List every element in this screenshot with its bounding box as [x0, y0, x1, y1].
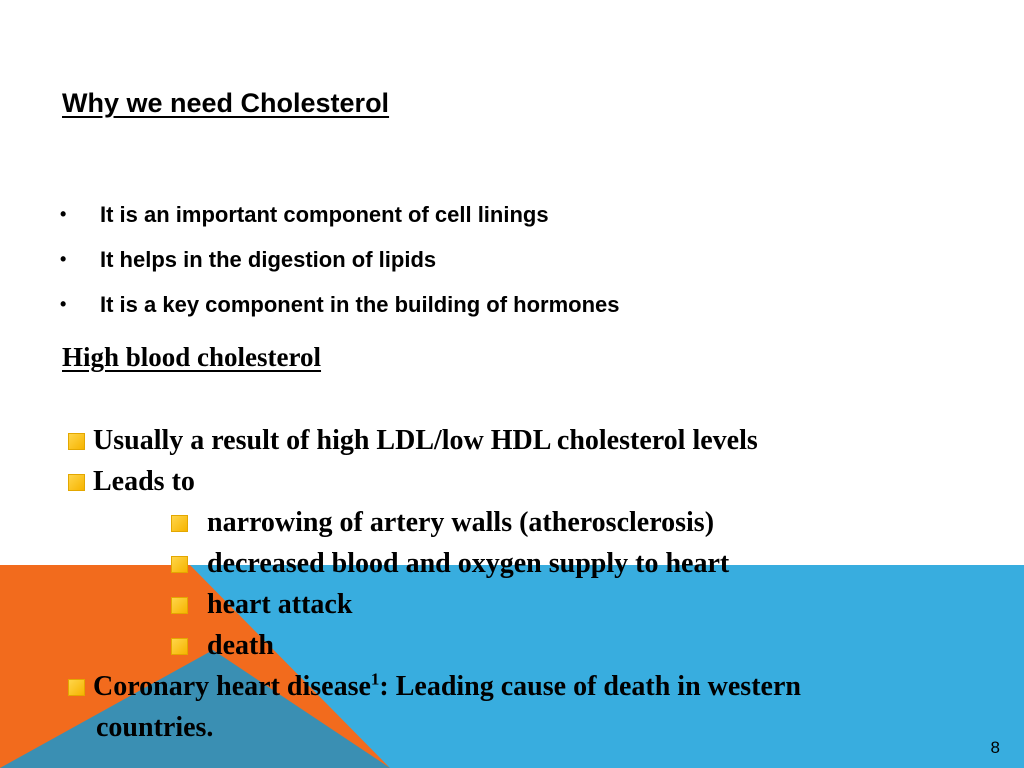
square-bullet-icon [171, 597, 188, 614]
square-bullet-icon [68, 474, 85, 491]
coronary-text-cont: : Leading cause of death in western [379, 671, 801, 702]
point-text: Leads to [93, 466, 195, 497]
bullet-dot-icon: • [60, 204, 67, 224]
point-usually [68, 425, 758, 457]
page-number: 8 [990, 738, 1000, 757]
reason-text: It is a key component in the building of hormones [100, 291, 620, 317]
bullet-dot-icon: • [60, 249, 67, 269]
point-text: Usually a result of high LDL/low HDL cholesterol levels [93, 425, 758, 456]
heading-high-blood-cholesterol: High blood cholesterol [62, 342, 322, 372]
consequence-text: narrowing of artery walls (atherosclerosis) [207, 507, 715, 538]
consequence-item [171, 507, 714, 539]
reasons-list [60, 192, 619, 327]
point-text: countries. [96, 712, 214, 743]
square-bullet-icon [68, 433, 85, 450]
footnote-marker: 1 [370, 669, 380, 689]
consequence-item [171, 589, 352, 621]
consequence-text: decreased blood and oxygen supply to heart [207, 548, 730, 579]
reason-item [60, 237, 619, 282]
point-coronary-line2 [96, 712, 213, 744]
point-text [93, 671, 801, 703]
square-bullet-icon [171, 638, 188, 655]
reason-text: It helps in the digestion of lipids [100, 246, 437, 272]
reason-item [60, 282, 619, 327]
reason-item [60, 192, 619, 237]
point-coronary [68, 671, 801, 703]
consequence-text: heart attack [207, 589, 353, 620]
bullet-dot-icon: • [60, 294, 67, 314]
square-bullet-icon [171, 556, 188, 573]
square-bullet-icon [68, 679, 85, 696]
coronary-text: Coronary heart disease [93, 671, 371, 702]
reason-text: It is an important component of cell linings [100, 201, 549, 227]
point-leads-to [68, 466, 195, 498]
consequence-item [171, 548, 729, 580]
consequence-item [171, 630, 274, 662]
heading-why-cholesterol: Why we need Cholesterol [62, 88, 390, 118]
square-bullet-icon [171, 515, 188, 532]
consequence-text: death [207, 630, 274, 661]
